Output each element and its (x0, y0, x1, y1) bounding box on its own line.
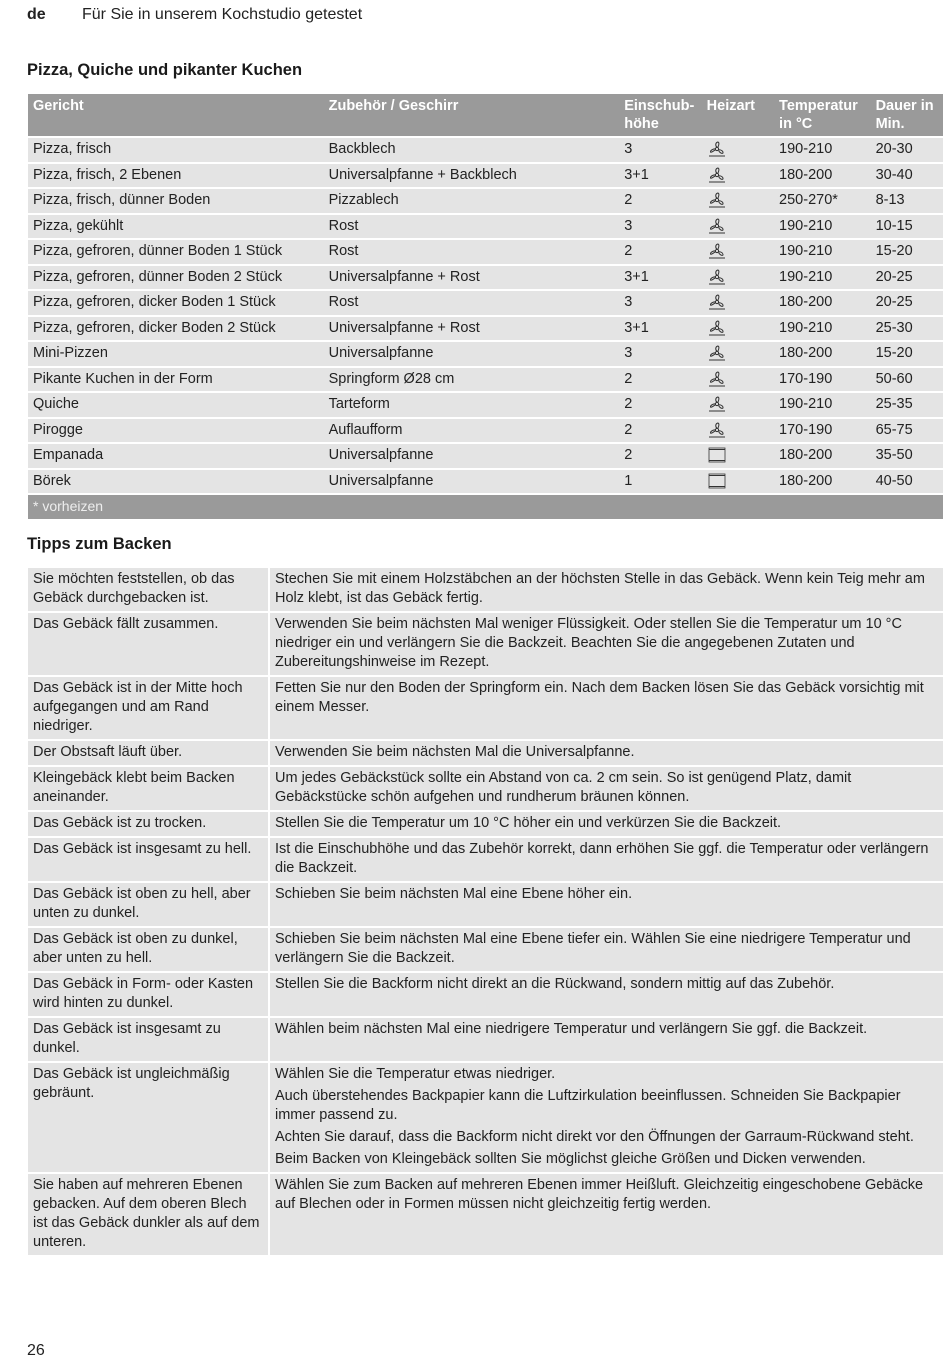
table-row (28, 162, 943, 188)
table-row (28, 315, 943, 341)
level-cell: 2 (619, 391, 701, 417)
col-header-time: Dauer in Min. (871, 94, 943, 136)
tips-heading: Tipps zum Backen (27, 535, 172, 553)
duration-cell: 65-75 (871, 417, 943, 443)
pizza-table-body (28, 136, 943, 519)
fan-icon (702, 366, 774, 392)
tip-row (28, 566, 943, 611)
level-cell: 2 (619, 442, 701, 468)
dish-cell: Pizza, frisch (28, 136, 324, 162)
table-row (28, 417, 943, 443)
fan-icon (702, 238, 774, 264)
fan-icon (702, 391, 774, 417)
accessory-cell: Universalpfanne + Rost (324, 315, 620, 341)
accessory-cell: Rost (324, 289, 620, 315)
level-cell: 2 (619, 238, 701, 264)
level-cell: 2 (619, 366, 701, 392)
dish-cell: Pizza, gefroren, dünner Boden 1 Stück (28, 238, 324, 264)
duration-cell: 8-13 (871, 187, 943, 213)
temperature-cell: 180-200 (774, 468, 871, 494)
level-cell: 3 (619, 136, 701, 162)
fan-icon (702, 136, 774, 162)
accessory-cell: Springform Ø28 cm (324, 366, 620, 392)
tip-solution (270, 1061, 943, 1172)
tip-solution (270, 675, 943, 739)
tip-solution-paragraph: Auch überstehendes Backpapier kann die Luftzirkulation beeinflussen. Schneiden Sie Backpapier immer passend zu. (275, 1088, 901, 1123)
table-row (28, 187, 943, 213)
accessory-cell: Rost (324, 238, 620, 264)
tip-solution (270, 739, 943, 765)
dish-cell: Pizza, gefroren, dünner Boden 2 Stück (28, 264, 324, 290)
tip-row (28, 611, 943, 675)
level-cell: 2 (619, 417, 701, 443)
temperature-cell: 170-190 (774, 417, 871, 443)
accessory-cell: Backblech (324, 136, 620, 162)
tip-problem: Das Gebäck ist ungleichmäßig gebräunt. (28, 1061, 270, 1172)
tip-problem: Das Gebäck fällt zusammen. (28, 611, 270, 675)
duration-cell: 35-50 (871, 442, 943, 468)
tip-row (28, 1061, 943, 1172)
accessory-cell: Universalpfanne (324, 442, 620, 468)
duration-cell: 20-25 (871, 264, 943, 290)
tip-row (28, 1016, 943, 1061)
accessory-cell: Universalpfanne (324, 468, 620, 494)
table-row (28, 366, 943, 392)
tip-problem: Das Gebäck in Form- oder Kasten wird hinten zu dunkel. (28, 971, 270, 1016)
table-row (28, 289, 943, 315)
level-cell: 3 (619, 289, 701, 315)
pizza-heading: Pizza, Quiche und pikanter Kuchen (27, 61, 303, 79)
tip-row (28, 810, 943, 836)
header-title: Für Sie in unserem Kochstudio getestet (82, 6, 363, 23)
tip-problem: Sie möchten feststellen, ob das Gebäck durchgebacken ist. (28, 566, 270, 611)
tip-solution (270, 1172, 943, 1255)
page-number: 26 (27, 1342, 45, 1359)
level-cell: 2 (619, 187, 701, 213)
dish-cell: Pizza, gefroren, dicker Boden 2 Stück (28, 315, 324, 341)
tip-solution (270, 926, 943, 971)
dish-cell: Börek (28, 468, 324, 494)
tip-solution-paragraph: Stechen Sie mit einem Holzstäbchen an der höchsten Stelle in das Gebäck. Wenn kein Teig mehr am Holz klebt, ist das Gebäck fertig. (275, 571, 925, 606)
duration-cell: 15-20 (871, 340, 943, 366)
duration-cell: 15-20 (871, 238, 943, 264)
tip-problem: Das Gebäck ist in der Mitte hoch aufgegangen und am Rand niedriger. (28, 675, 270, 739)
dish-cell: Pizza, gefroren, dicker Boden 1 Stück (28, 289, 324, 315)
fan-icon (702, 187, 774, 213)
duration-cell: 10-15 (871, 213, 943, 239)
level-cell: 3+1 (619, 264, 701, 290)
accessory-cell: Rost (324, 213, 620, 239)
dish-cell: Pirogge (28, 417, 324, 443)
tip-problem: Kleingebäck klebt beim Backen aneinander. (28, 765, 270, 810)
dish-cell: Mini-Pizzen (28, 340, 324, 366)
table-header-row (28, 94, 943, 136)
tip-solution (270, 765, 943, 810)
duration-cell: 30-40 (871, 162, 943, 188)
dish-cell: Pizza, frisch, dünner Boden (28, 187, 324, 213)
tip-solution-paragraph: Achten Sie darauf, dass die Backform nicht direkt vor den Öffnungen der Garraum-Rückwand steht. (275, 1129, 914, 1145)
level-cell: 3+1 (619, 315, 701, 341)
table-row (28, 442, 943, 468)
fan-icon (702, 315, 774, 341)
page-header (27, 6, 362, 24)
fan-icon (702, 162, 774, 188)
temperature-cell: 180-200 (774, 162, 871, 188)
temperature-cell: 170-190 (774, 366, 871, 392)
tip-solution (270, 611, 943, 675)
dish-cell: Pizza, frisch, 2 Ebenen (28, 162, 324, 188)
footnote-row (28, 493, 943, 519)
footnote: * vorheizen (28, 493, 943, 519)
dish-cell: Empanada (28, 442, 324, 468)
tip-problem: Das Gebäck ist insgesamt zu hell. (28, 836, 270, 881)
col-header-heat: Heizart (702, 94, 774, 136)
tip-solution (270, 836, 943, 881)
temperature-cell: 190-210 (774, 213, 871, 239)
tip-problem: Das Gebäck ist oben zu hell, aber unten zu dunkel. (28, 881, 270, 926)
dish-cell: Quiche (28, 391, 324, 417)
pizza-table (28, 94, 943, 519)
table-row (28, 213, 943, 239)
tip-row (28, 1172, 943, 1255)
accessory-cell: Universalpfanne + Rost (324, 264, 620, 290)
tip-row (28, 971, 943, 1016)
top-bottom-heat-icon (702, 468, 774, 494)
fan-icon (702, 340, 774, 366)
table-row (28, 264, 943, 290)
accessory-cell: Universalpfanne (324, 340, 620, 366)
tip-solution-paragraph: Stellen Sie die Backform nicht direkt an die Rückwand, sondern mittig auf das Zubehör. (275, 976, 835, 992)
duration-cell: 20-25 (871, 289, 943, 315)
tip-solution-paragraph: Wählen beim nächsten Mal eine niedrigere Temperatur und verlängern Sie ggf. die Backzeit. (275, 1021, 868, 1037)
tip-problem: Das Gebäck ist insgesamt zu dunkel. (28, 1016, 270, 1061)
level-cell: 1 (619, 468, 701, 494)
temperature-cell: 250-270* (774, 187, 871, 213)
tip-row (28, 675, 943, 739)
col-header-dish: Gericht (28, 94, 324, 136)
temperature-cell: 190-210 (774, 264, 871, 290)
tip-solution-paragraph: Schieben Sie beim nächsten Mal eine Ebene tiefer ein. Wählen Sie eine niedrigere Temperatur und verlängern Sie die Backzeit. (275, 931, 911, 966)
language-label: de (27, 6, 46, 23)
tip-solution-paragraph: Verwenden Sie beim nächsten Mal weniger Flüssigkeit. Oder stellen Sie die Temperatur um 10 °C niedriger ein und verlängern Sie die Backzeit. Beachten Sie die angegebenen Zutaten und Zubereitungshinweise im Rezept. (275, 616, 902, 670)
tip-row (28, 881, 943, 926)
table-row (28, 391, 943, 417)
duration-cell: 25-35 (871, 391, 943, 417)
temperature-cell: 190-210 (774, 136, 871, 162)
duration-cell: 20-30 (871, 136, 943, 162)
tip-row (28, 765, 943, 810)
tip-solution-paragraph: Wählen Sie die Temperatur etwas niedriger. (275, 1066, 556, 1082)
table-row (28, 468, 943, 494)
tip-solution-paragraph: Schieben Sie beim nächsten Mal eine Ebene höher ein. (275, 886, 633, 902)
fan-icon (702, 264, 774, 290)
level-cell: 3+1 (619, 162, 701, 188)
table-row (28, 238, 943, 264)
table-row (28, 340, 943, 366)
temperature-cell: 180-200 (774, 442, 871, 468)
tip-problem: Der Obstsaft läuft über. (28, 739, 270, 765)
tip-solution (270, 971, 943, 1016)
tip-solution-paragraph: Wählen Sie zum Backen auf mehreren Ebenen immer Heißluft. Gleichzeitig eingeschobene Gebäcke auf Blechen oder in Formen müssen nicht gleichzeitig fertig werden. (275, 1177, 924, 1212)
duration-cell: 25-30 (871, 315, 943, 341)
fan-icon (702, 289, 774, 315)
dish-cell: Pikante Kuchen in der Form (28, 366, 324, 392)
tip-problem: Sie haben auf mehreren Ebenen gebacken. Auf dem oberen Blech ist das Gebäck dunkler als auf dem unteren. (28, 1172, 270, 1255)
temperature-cell: 190-210 (774, 391, 871, 417)
tip-solution-paragraph: Beim Backen von Kleingebäck sollten Sie möglichst gleiche Größen und Dicken verwenden. (275, 1151, 866, 1167)
tip-solution-paragraph: Fetten Sie nur den Boden der Springform ein. Nach dem Backen lösen Sie das Gebäck vorsichtig mit einem Messer. (275, 680, 924, 715)
tip-solution (270, 1016, 943, 1061)
level-cell: 3 (619, 340, 701, 366)
tip-solution-paragraph: Ist die Einschubhöhe und das Zubehör korrekt, dann erhöhen Sie ggf. die Temperatur oder verlängern die Backzeit. (275, 841, 929, 876)
tip-solution (270, 566, 943, 611)
top-bottom-heat-icon (702, 442, 774, 468)
tip-row (28, 926, 943, 971)
temperature-cell: 190-210 (774, 315, 871, 341)
tip-solution-paragraph: Stellen Sie die Temperatur um 10 °C höher ein und verkürzen Sie die Backzeit. (275, 815, 782, 831)
duration-cell: 40-50 (871, 468, 943, 494)
accessory-cell: Pizzablech (324, 187, 620, 213)
tip-solution (270, 810, 943, 836)
temperature-cell: 190-210 (774, 238, 871, 264)
dish-cell: Pizza, gekühlt (28, 213, 324, 239)
tip-solution-paragraph: Verwenden Sie beim nächsten Mal die Universalpfanne. (275, 744, 635, 760)
tip-solution (270, 881, 943, 926)
tips-table (28, 566, 943, 1255)
accessory-cell: Universalpfanne + Backblech (324, 162, 620, 188)
accessory-cell: Tarteform (324, 391, 620, 417)
fan-icon (702, 213, 774, 239)
fan-icon (702, 417, 774, 443)
temperature-cell: 180-200 (774, 289, 871, 315)
tip-problem: Das Gebäck ist zu trocken. (28, 810, 270, 836)
level-cell: 3 (619, 213, 701, 239)
tip-solution-paragraph: Um jedes Gebäckstück sollte ein Abstand von ca. 2 cm sein. So ist genügend Platz, damit Gebäckstücke schön aufgehen und rundherum bräunen können. (275, 770, 852, 805)
temperature-cell: 180-200 (774, 340, 871, 366)
tip-row (28, 836, 943, 881)
tip-row (28, 739, 943, 765)
table-row (28, 136, 943, 162)
duration-cell: 50-60 (871, 366, 943, 392)
accessory-cell: Auflaufform (324, 417, 620, 443)
col-header-temp: Temperatur in °C (774, 94, 871, 136)
tips-table-body (28, 566, 943, 1255)
col-header-accessory: Zubehör / Geschirr (324, 94, 620, 136)
tip-problem: Das Gebäck ist oben zu dunkel, aber unten zu hell. (28, 926, 270, 971)
col-header-level: Einschub- höhe (619, 94, 701, 136)
